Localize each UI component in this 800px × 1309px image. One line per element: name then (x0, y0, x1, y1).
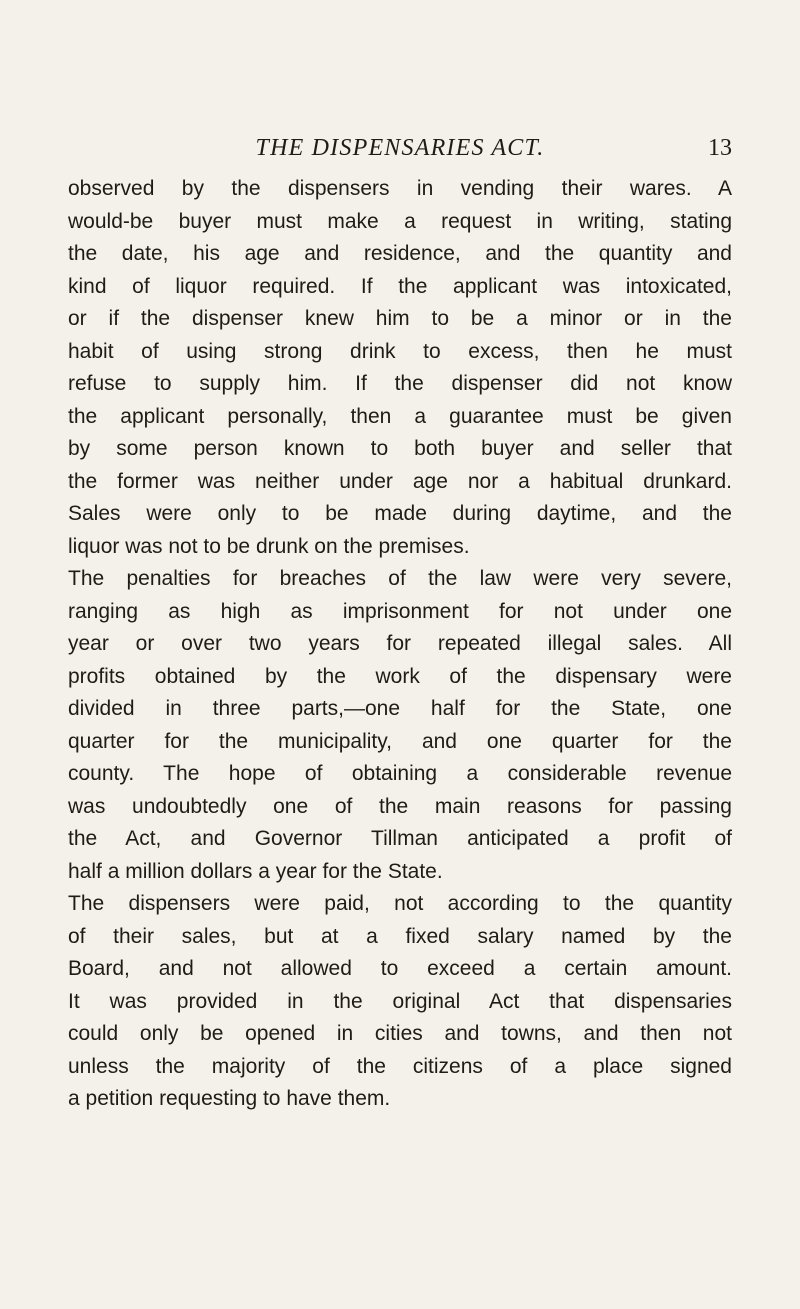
text-line: the former was neither under age nor a habitual drunkard. (68, 469, 732, 493)
paragraph-end-line: liquor was not to be drunk on the premises. (68, 534, 470, 558)
text-line: profits obtained by the work of the dispensary were (68, 664, 732, 688)
text-line: Sales were only to be made during daytime, and the (68, 502, 732, 525)
text-line: or if the dispenser knew him to be a minor or in the (68, 307, 732, 330)
text-line: observed by the dispensers in vending their wares. A (68, 177, 732, 200)
text-line: quarter for the municipality, and one quarter for the (68, 729, 732, 753)
body-text (68, 173, 732, 1116)
text-line: was undoubtedly one of the main reasons for passing (68, 794, 732, 818)
running-title: THE DISPENSARIES ACT. (255, 135, 545, 161)
text-line: unless the majority of the citizens of a place signed (68, 1054, 732, 1078)
text-line: year or over two years for repeated illegal sales. All (68, 632, 732, 655)
text-line: the Act, and Governor Tillman anticipated a profit of (68, 827, 732, 850)
text-line: of their sales, but at a fixed salary named by the (68, 924, 732, 948)
text-line: could only be opened in cities and towns, and then not (68, 1022, 732, 1045)
text-line: county. The hope of obtaining a considerable revenue (68, 762, 732, 785)
text-line: would-be buyer must make a request in writing, stating (68, 209, 732, 233)
text-line: refuse to supply him. If the dispenser did not know (68, 372, 732, 395)
text-line: Board, and not allowed to exceed a certain amount. (68, 957, 732, 980)
text-line: the applicant personally, then a guarantee must be given (68, 404, 732, 428)
text-line: habit of using strong drink to excess, then he must (68, 339, 732, 363)
text-line: by some person known to both buyer and seller that (68, 437, 732, 460)
paragraph-start-line: The penalties for breaches of the law were very severe, (68, 567, 732, 590)
paragraph-start-line: The dispensers were paid, not according to the quantity (68, 892, 732, 915)
text-line: the date, his age and residence, and the quantity and (68, 242, 732, 265)
page-number: 13 (708, 135, 732, 161)
running-head (68, 130, 732, 166)
paragraph-end-line: half a million dollars a year for the State. (68, 859, 443, 883)
text-line: ranging as high as imprisonment for not under one (68, 599, 732, 623)
text-line: kind of liquor required. If the applicant was intoxicated, (68, 274, 732, 298)
text-line: divided in three parts,—one half for the State, one (68, 697, 732, 720)
text-line: It was provided in the original Act that dispensaries (68, 989, 732, 1013)
paragraph-end-line: a petition requesting to have them. (68, 1087, 391, 1110)
